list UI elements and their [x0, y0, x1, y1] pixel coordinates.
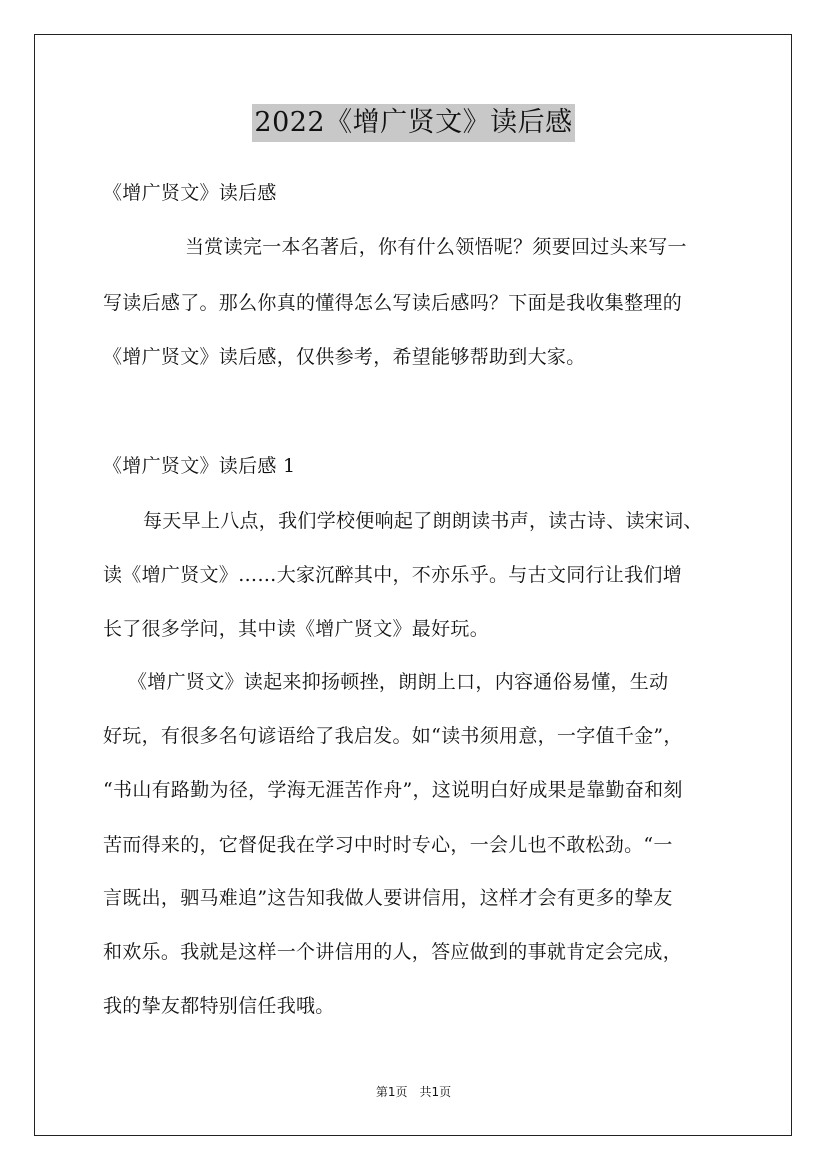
- title-container: [0, 104, 827, 142]
- paragraph-line: 每天早上八点，我们学校便响起了朗朗读书声，读古诗、读宋词、: [143, 510, 703, 532]
- paragraph-line: 言既出，驷马难追”这告知我做人要讲信用，这样才会有更多的挚友: [103, 887, 673, 909]
- section-heading: 《增广贤文》读后感 1: [103, 455, 296, 477]
- intro-line: 《增广贤文》读后感，仅供参考，希望能够帮助到大家。: [103, 346, 586, 368]
- page-total: 共1页: [419, 1085, 452, 1099]
- paragraph-line: 苦而得来的，它督促我在学习中时时专心，一会儿也不敢松劲。“一: [103, 834, 673, 856]
- paragraph-line: 长了很多学问，其中读《增广贤文》最好玩。: [103, 618, 490, 640]
- paragraph-line: 《增广贤文》读起来抑扬顿挫，朗朗上口，内容通俗易懂，生动: [128, 671, 669, 693]
- intro-line: 当赏读完一本名著后，你有什么领悟呢？须要回过头来写一: [185, 236, 687, 258]
- paragraph-line: 我的挚友都特别信任我哦。: [103, 995, 335, 1017]
- document-title: 2022《增广贤文》读后感: [252, 104, 574, 142]
- intro-line: 写读后感了。那么你真的懂得怎么写读后感吗？下面是我收集整理的: [103, 292, 683, 314]
- paragraph-line: 和欢乐。我就是这样一个讲信用的人，答应做到的事就肯定会完成，: [103, 941, 683, 963]
- subtitle: 《增广贤文》读后感: [103, 182, 277, 204]
- page-footer: [0, 1084, 827, 1100]
- paragraph-line: 读《增广贤文》……大家沉醉其中，不亦乐乎。与古文同行让我们增: [103, 564, 683, 586]
- paragraph-line: “书山有路勤为径，学海无涯苦作舟”，这说明白好成果是靠勤奋和刻: [103, 779, 683, 801]
- page-number: 第1页: [375, 1085, 408, 1099]
- paragraph-line: 好玩，有很多名句谚语给了我启发。如“读书须用意，一字值千金”，: [103, 725, 683, 747]
